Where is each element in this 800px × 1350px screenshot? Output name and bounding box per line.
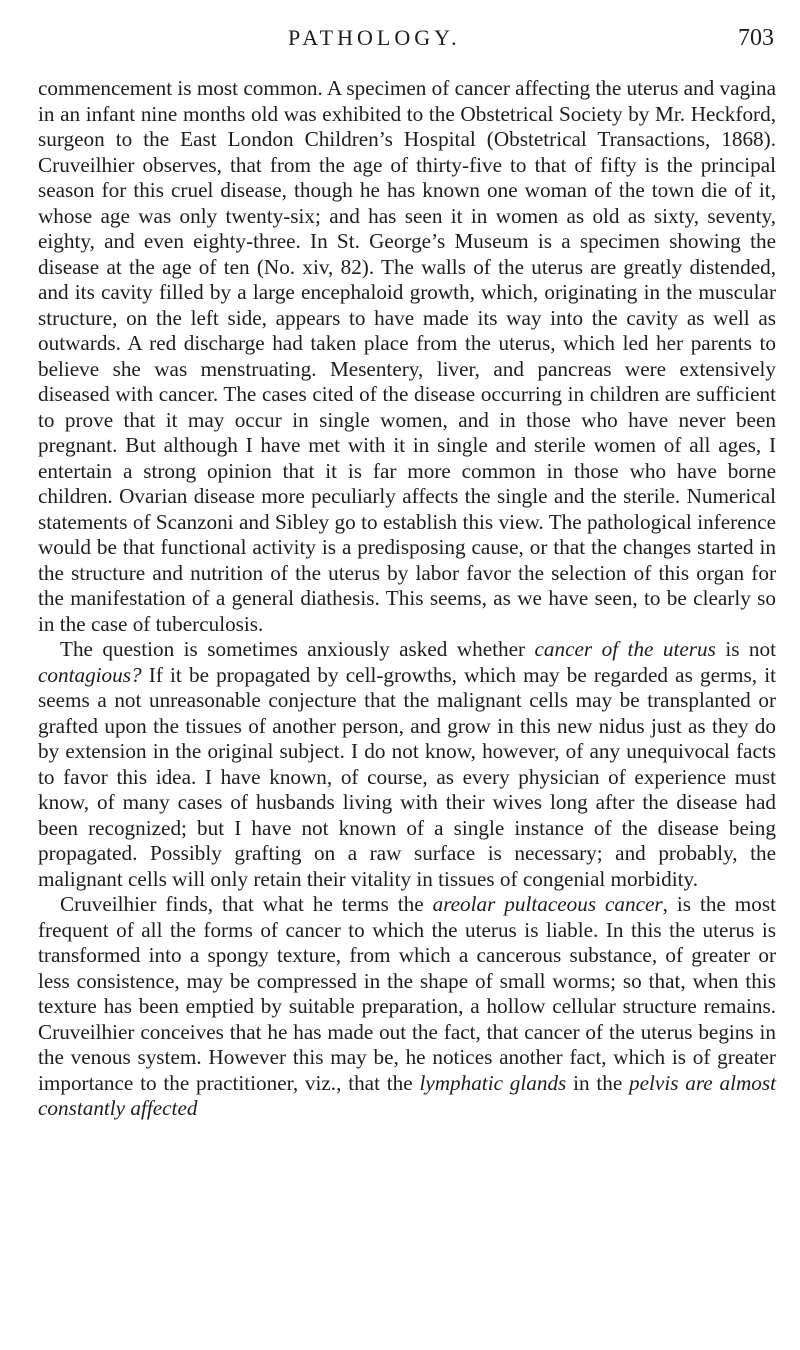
running-title: PATHOLOGY. xyxy=(288,25,461,50)
text-run: in the xyxy=(566,1070,630,1095)
italic-text: cancer of the uterus xyxy=(534,637,716,661)
text-run: Cruveilhier finds, that what he terms the xyxy=(60,892,433,916)
italic-text: pelvis are almost constantly affected xyxy=(38,1070,776,1120)
paragraph-3 xyxy=(38,892,776,1122)
text-run: The question is sometimes anxiously asked whether xyxy=(60,637,535,661)
text-run: , is the most frequent of all the forms of cancer to which the uterus is liable. In this the uterus is transformed into a spongy texture, from which a cancerous substance, of greater or less consistence, may be compressed in the shape of small worms; so that, when this texture has been emptied by suitable preparation, a hollow cellular structure remains. Cruveilhier conceives that he has made out the fact, that cancer of the uterus begins in the venous system. However this may be, he notices another fact, which is of greater importance to the practitioner, viz., that the xyxy=(38,892,776,1095)
paragraph-1 xyxy=(38,76,776,637)
page-number: 703 xyxy=(738,25,774,51)
italic-text: contagious? xyxy=(38,662,142,687)
text-run: is not xyxy=(715,637,776,661)
paragraph-2 xyxy=(38,637,776,892)
italic-text: lymphatic glands xyxy=(419,1070,567,1095)
text-run: If it be propagated by cell-growths, which may be regarded as germs, it seems a not unreasonable conjecture that the malignant cells may be transplanted or grafted upon the tissues of another person, and grow in this new nidus just as they do by extension in the original subject. I do not know, however, of any unequivocal facts to favor this idea. I have known, of course, as every physician of experience must know, of many cases of husbands living with their wives long after the disease had been recognized; but I have not known of a single instance of the disease being propagated. Possibly grafting on a raw surface is necessary; and probably, the malignant cells will only retain their vitality in tissues of congenial morbidity. xyxy=(38,662,776,891)
running-header xyxy=(38,18,778,58)
italic-text: areolar pultaceous cancer xyxy=(432,892,663,916)
text-run: commencement is most common. A specimen of cancer affecting the uterus and vagina in an infant nine months old was exhibited to the Obstetrical Society by Mr. Heckford, surgeon to the East London Children’s Hospital (Obstetrical Transactions, 1868). Cruveilhier observes, that from the age of thirty-five to that of fifty is the principal season for this cruel disease, though he has known one woman of the town die of it, whose age was only twenty-six; and has seen it in women as old as sixty, seventy, eighty, and even eighty-three. In St. George’s Museum is a specimen showing the disease at the age of ten (No. xiv, 82). The walls of the uterus are greatly distended, and its cavity filled by a large encephaloid growth, which, originating in the muscular structure, on the left side, appears to have made its way into the cavity as well as outwards. A red discharge had taken place from the uterus, which led her parents to believe she was menstruating. Mesentery, liver, and pancreas were extensively diseased with cancer. The cases cited of the disease occurring in children are sufficient to prove that it may occur in single women, and in those who have never been pregnant. But although I have met with it in single and sterile women of all ages, I entertain a strong opinion that it is far more common in those who have borne children. Ovarian disease more peculiarly affects the single and the sterile. Numerical statements of Scanzoni and Sibley go to establish this view. The pathological inference would be that functional activity is a predisposing cause, or that the changes started in the structure and nutrition of the uterus by labor favor the selection of this organ for the manifestation of a general diathesis. This seems, as we have seen, to be clearly so in the case of tuberculosis. xyxy=(38,76,776,636)
body-text xyxy=(38,76,776,1122)
